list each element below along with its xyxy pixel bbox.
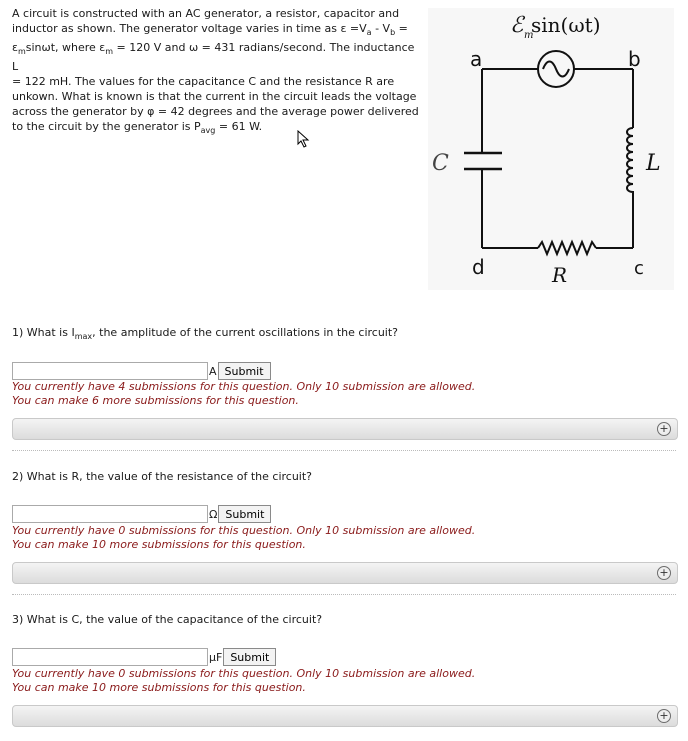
question-2-unit: Ω — [209, 507, 218, 521]
problem-line: unkown. What is known is that the current in the circuit leads the voltage — [12, 90, 417, 104]
question-2-submit-button[interactable]: Submit — [218, 505, 271, 523]
plus-circle-icon[interactable]: + — [657, 566, 671, 580]
problem-line: $\varepsilon_m\sin\omega t$, where $\varepsilon_m = 120$ V and ω = 431 radians/second. The inductance L — [12, 41, 415, 74]
node-b-label: b — [628, 47, 641, 71]
problem-line: across the generator by φ = 42 degrees and the average power delivered — [12, 105, 419, 119]
question-2-answer-row — [12, 505, 271, 523]
node-a-label: a — [470, 47, 483, 71]
inductor-icon — [627, 128, 633, 198]
question-2-hint-bar[interactable] — [12, 562, 678, 584]
resistor-icon — [538, 242, 596, 254]
question-1-answer-input[interactable] — [12, 362, 208, 380]
node-c-label: c — [634, 258, 644, 279]
divider — [12, 450, 676, 451]
emf-subscript: m — [524, 30, 534, 41]
resistor-label: R — [552, 263, 568, 287]
problem-line: A circuit is constructed with an AC generator, a resistor, capacitor and — [12, 7, 400, 20]
circuit-diagram — [428, 8, 674, 290]
question-1-unit: A — [209, 364, 217, 378]
problem-statement — [12, 6, 422, 139]
mouse-cursor-icon — [297, 130, 311, 151]
problem-line: = 122 mH. The values for the capacitance C and the resistance R are — [12, 75, 395, 89]
plus-circle-icon[interactable]: + — [657, 709, 671, 723]
question-1-submission-note: You currently have 4 submissions for this question. Only 10 submission are allowed. You can make 6 more submissions for this question. — [12, 380, 476, 407]
question-2-answer-input[interactable] — [12, 505, 208, 523]
question-3-answer-row — [12, 648, 276, 666]
question-3-submission-note: You currently have 0 submissions for this question. Only 10 submission are allowed. You can make 10 more submissions for this question. — [12, 667, 476, 694]
question-2-submission-note: You currently have 0 submissions for this question. Only 10 submission are allowed. You can make 10 more submissions for this question. — [12, 524, 476, 551]
question-1-answer-row — [12, 362, 271, 380]
question-1-hint-bar[interactable] — [12, 418, 678, 440]
emf-symbol: ℰ — [510, 13, 524, 38]
question-1-prompt: 1) What is $I_{max}$, the amplitude of the current oscillations in the circuit? — [12, 326, 399, 342]
plus-circle-icon[interactable]: + — [657, 422, 671, 436]
emf-function: sin(ωt) — [531, 13, 601, 37]
question-3-unit: μF — [209, 650, 223, 664]
inductor-label: L — [646, 151, 661, 176]
question-3-answer-input[interactable] — [12, 648, 208, 666]
question-3-hint-bar[interactable] — [12, 705, 678, 727]
divider — [12, 594, 676, 595]
circuit-svg — [428, 8, 674, 290]
node-d-label: d — [472, 255, 485, 279]
capacitor-label: C — [432, 151, 449, 176]
question-3-submit-button[interactable]: Submit — [223, 648, 276, 666]
problem-line: inductor as shown. The generator voltage varies in time as $\varepsilon =V_a - V_b$ = — [12, 22, 408, 38]
question-3-prompt: 3) What is C, the value of the capacitance of the circuit? — [12, 613, 323, 626]
problem-line: to the circuit by the generator is $P_{avg} = 61$ W. — [12, 120, 263, 136]
question-1-submit-button[interactable]: Submit — [218, 362, 271, 380]
question-2-prompt: 2) What is R, the value of the resistance of the circuit? — [12, 470, 313, 483]
